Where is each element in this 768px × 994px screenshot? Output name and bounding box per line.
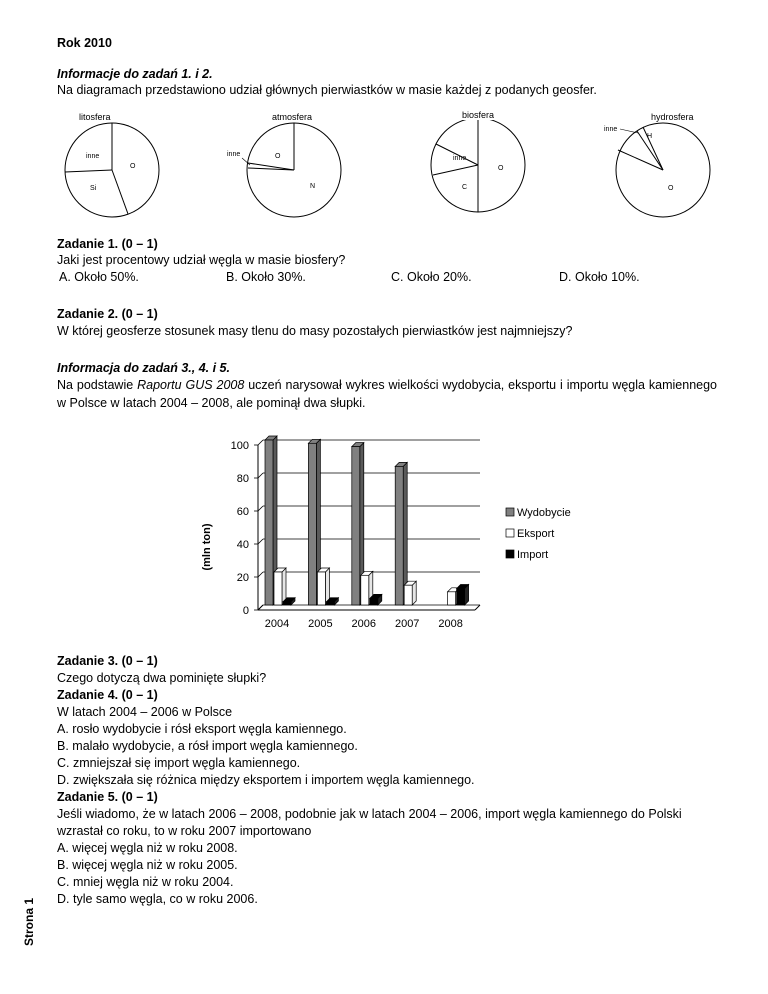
chart-x-tick-label: 2005 <box>308 618 333 630</box>
task5-option-d: D. tyle samo węgla, co w roku 2006. <box>57 892 258 906</box>
chart-bar-eksport-2007 <box>404 581 416 605</box>
page-year-header: Rok 2010 <box>57 36 112 50</box>
chart-legend-label-wydobycie: Wydobycie <box>517 507 571 519</box>
task5-option-c: C. mniej węgla niż w roku 2004. <box>57 875 234 889</box>
chart-legend-swatch-wydobycie <box>506 508 514 516</box>
pie-label-litosfera-si: Si <box>90 185 97 192</box>
task1-option-b: B. Około 30%. <box>226 270 306 284</box>
task5-title: Zadanie 5. (0 – 1) <box>57 790 158 804</box>
pie-title-biosfera: biosfera <box>462 110 495 120</box>
pie-label-atmosfera-inne: inne <box>227 151 241 158</box>
pie-label-atmosfera-o: O <box>275 153 281 160</box>
chart-floor-edge <box>475 605 480 610</box>
chart-bar-front <box>448 592 456 605</box>
chart-bar-import-2008 <box>457 585 469 606</box>
chart-legend-label-import: Import <box>517 549 549 561</box>
chart-bar-front <box>265 440 273 605</box>
task5-question-line2: wzrastał co roku, to w roku 2007 importowano <box>57 824 312 838</box>
chart-y-tick-label: 100 <box>230 440 249 452</box>
task4-option-a: A. rosło wydobycie i rósł eksport węgla kamiennego. <box>57 722 347 736</box>
chart-bar-front <box>361 575 369 605</box>
pie-litosfera <box>65 123 159 217</box>
task4-question: W latach 2004 – 2006 w Polsce <box>57 705 233 719</box>
chart-y-tick-label: 60 <box>236 506 249 518</box>
pie-label-hydrosfera-h: H <box>647 133 653 140</box>
pie-title-hydrosfera: hydrosfera <box>651 112 694 122</box>
chart-bar-eksport-2005 <box>317 568 329 605</box>
chart-gridline-edge <box>258 506 263 511</box>
chart-x-tick-label: 2007 <box>394 618 420 630</box>
chart-y-tick-label: 40 <box>236 539 249 551</box>
task4-title: Zadanie 4. (0 – 1) <box>57 688 158 702</box>
chart-gridline-edge <box>258 572 263 577</box>
chart-legend-swatch-import <box>506 550 514 558</box>
pie-label-atmosfera-n: N <box>310 183 316 190</box>
chart-y-tick-label: 20 <box>236 572 249 584</box>
pie-biosfera <box>431 120 525 212</box>
chart-x-tick-label: 2008 <box>438 618 463 630</box>
chart-y-tick-label: 0 <box>242 605 249 617</box>
task5-option-a: A. więcej węgla niż w roku 2008. <box>57 841 238 855</box>
pie-label-biosfera-o: O <box>498 165 504 172</box>
task2-question: W której geosferze stosunek masy tlenu do masy pozostałych pierwiastków jest najmniejszy? <box>57 324 573 338</box>
chart-bar-front <box>274 572 282 605</box>
chart-y-axis-label: (mln ton) <box>201 523 213 571</box>
pie-label-litosfera-o: O <box>130 163 136 170</box>
chart-x-tick-label: 2006 <box>351 618 377 630</box>
chart-gridline-edge <box>258 605 263 610</box>
chart-gridline-edge <box>258 440 263 445</box>
task1-option-a: A. Około 50%. <box>59 270 139 284</box>
info-12-title: Informacje do zadań 1. i 2. <box>57 67 213 81</box>
pie-atmosfera <box>227 123 341 217</box>
chart-legend-swatch-eksport <box>506 529 514 537</box>
info-345-text-before: Na podstawie <box>57 378 138 392</box>
chart-legend-label-eksport: Eksport <box>517 528 555 540</box>
chart-gridline-edge <box>258 539 263 544</box>
info-345-title: Informacja do zadań 3., 4. i 5. <box>57 361 230 375</box>
task3-title: Zadanie 3. (0 – 1) <box>57 654 158 668</box>
pie-title-litosfera: litosfera <box>79 112 111 122</box>
pie-charts <box>0 120 768 230</box>
task5-question-line1: Jeśli wiadomo, że w latach 2006 – 2008, podobnie jak w latach 2004 – 2006, import węgla kamiennego do Polski <box>57 807 682 821</box>
chart-y-tick-label: 80 <box>236 473 249 485</box>
pie-label-biosfera-inne: inne <box>453 155 467 162</box>
pie-label-litosfera-inne: inne <box>86 153 100 160</box>
task2-title: Zadanie 2. (0 – 1) <box>57 307 158 321</box>
chart-x-tick-label: 2004 <box>264 618 290 630</box>
task1-title: Zadanie 1. (0 – 1) <box>57 237 158 251</box>
task4-option-b: B. malało wydobycie, a rósł import węgla kamiennego. <box>57 739 358 753</box>
task1-question: Jaki jest procentowy udział węgla w masie biosfery? <box>57 253 346 267</box>
info-345-text-italic: Raportu GUS 2008 <box>137 378 245 392</box>
chart-bar-front <box>326 602 334 605</box>
pie-hydrosfera <box>604 123 710 217</box>
pie-label-hydrosfera-o: O <box>668 185 674 192</box>
task3-question: Czego dotyczą dwa pominięte słupki? <box>57 671 267 685</box>
chart-gridline-edge <box>258 473 263 478</box>
chart-bar-front <box>352 447 360 605</box>
task1-option-c: C. Około 20%. <box>391 270 472 284</box>
info-12-text: Na diagramach przedstawiono udział głównych pierwiastków w masie każdej z podanych geosfer. <box>57 83 597 97</box>
task4-option-c: C. zmniejszał się import węgla kamiennego. <box>57 756 301 770</box>
chart-bar-front <box>308 443 316 605</box>
task5-option-b: B. więcej węgla niż w roku 2005. <box>57 858 238 872</box>
chart-bar-eksport-2004 <box>274 568 286 605</box>
task4-option-d: D. zwiększała się różnica między eksportem i importem węgla kamiennego. <box>57 773 475 787</box>
info-345-text-after: uczeń narysował wykres wielkości wydobycia, eksportu i importu węgla kamiennego w Polsce w latach 2004 – 2008, ale pominął dwa słupki. <box>57 378 718 410</box>
pie-label-hydrosfera-inne: inne <box>604 126 618 133</box>
chart-bar-front <box>457 589 465 606</box>
pie-title-atmosfera: atmosfera <box>272 112 313 122</box>
coal-bar-chart <box>180 425 600 640</box>
pie-label-biosfera-c: C <box>462 184 468 191</box>
info-345-text <box>57 376 717 412</box>
chart-bar-front <box>317 572 325 605</box>
chart-bar-front <box>395 466 403 605</box>
chart-bar-front <box>370 598 378 605</box>
page-number-label: Strona 1 <box>22 897 36 946</box>
task1-option-d: D. Około 10%. <box>559 270 640 284</box>
chart-bar-front <box>404 585 412 605</box>
chart-bar-front <box>283 602 291 605</box>
